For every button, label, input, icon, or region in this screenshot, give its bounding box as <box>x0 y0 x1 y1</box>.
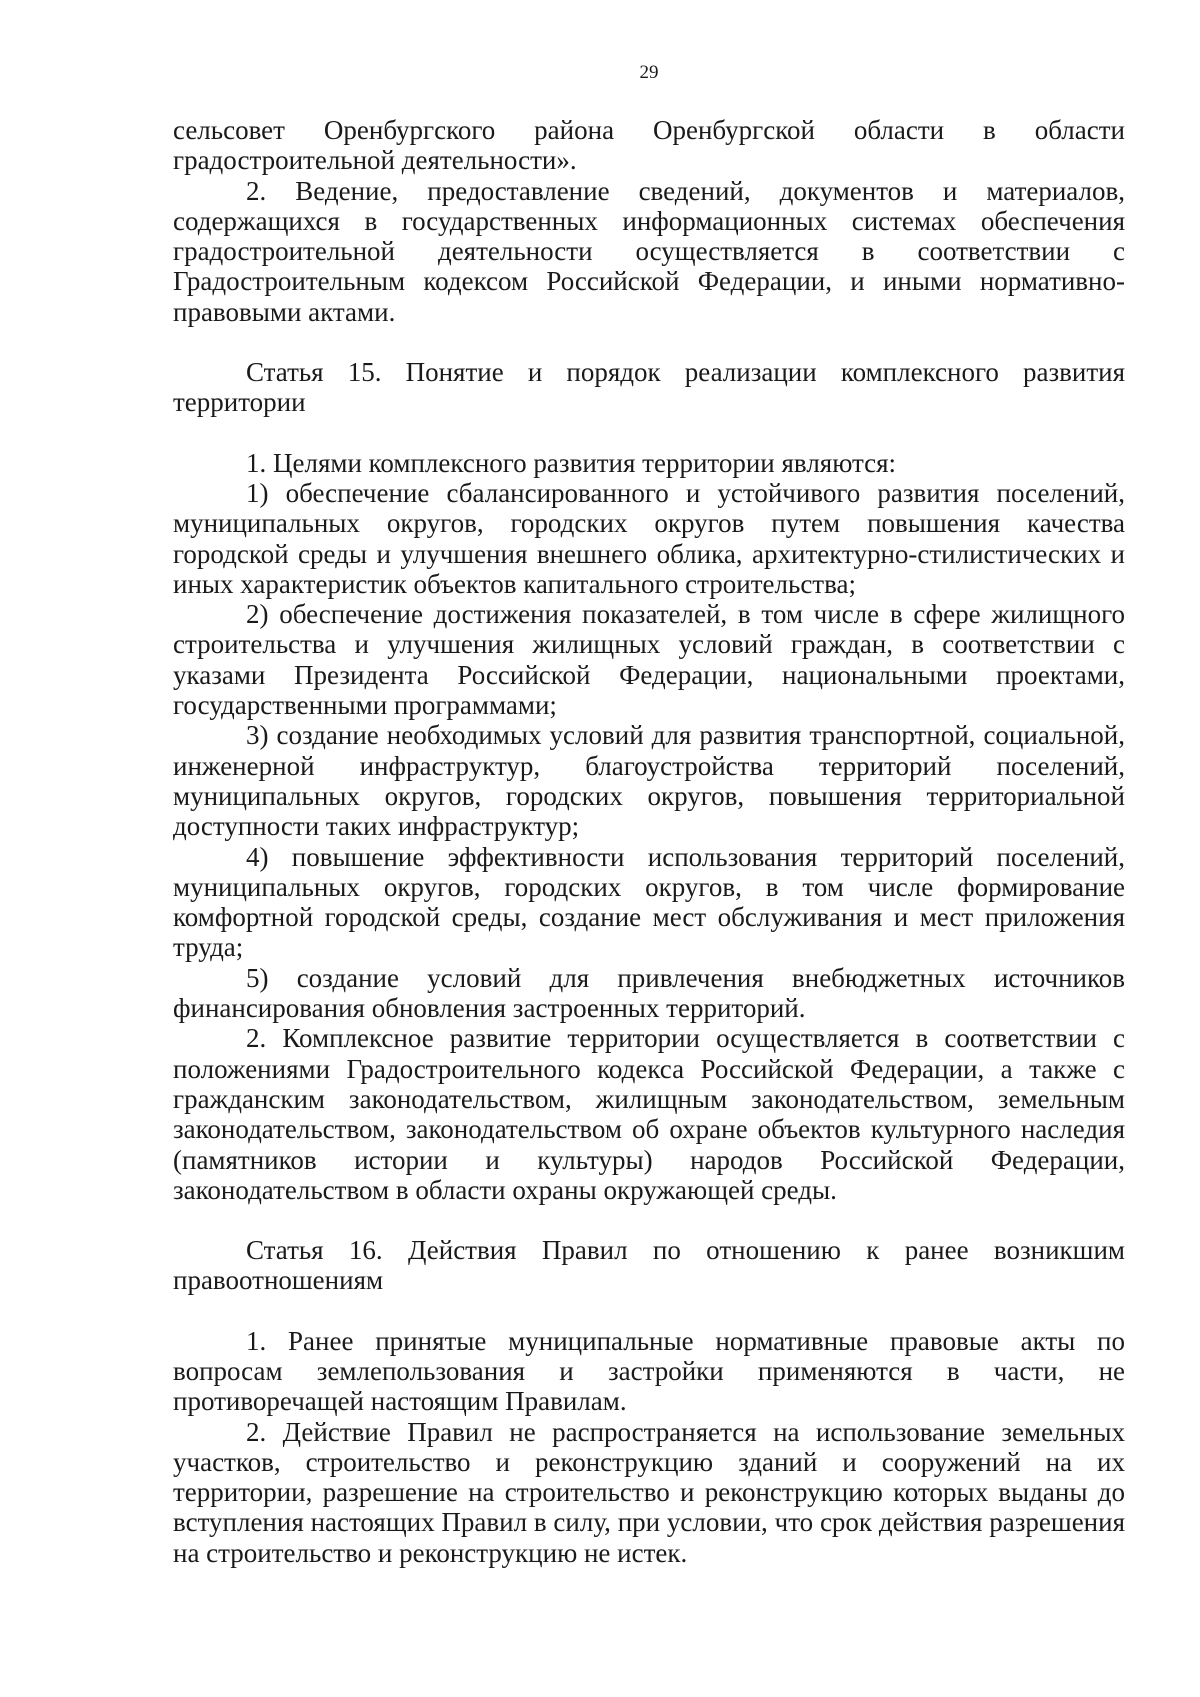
list-item-goal-5: 5) создание условий для привлечения внебюджетных источников финансирования обновления застроенных территорий. <box>173 962 1125 1024</box>
list-item-goal-4: 4) повышение эффективности использования территорий поселений, муниципальных округов, городских округов, в том числе формирование комфортной городской среды, создание мест обслуживания и мест приложения труда; <box>173 841 1125 963</box>
paragraph-prior-acts: 1. Ранее принятые муниципальные нормативные правовые акты по вопросам землепользования и застройки применяются в части, не противоречащей настоящим Правилам. <box>173 1325 1125 1417</box>
paragraph-rules-scope: 2. Действие Правил не распространяется на использование земельных участков, строительство и реконструкцию зданий и сооружений на их территории, разрешение на строительство и реконструкцию которых выданы до вступления настоящих Правил в силу, при условии, что срок действия разрешения на строительство и реконструкцию не истек. <box>173 1416 1125 1568</box>
list-item-goal-2: 2) обеспечение достижения показателей, в том числе в сфере жилищного строительства и улучшения жилищных условий граждан, в соответствии с указами Президента Российской Федерации, национальными проектами, государственными программами; <box>173 599 1125 721</box>
paragraph-continuation: сельсовет Оренбургского района Оренбургской области в области градостроительной деятельности». <box>173 115 1125 176</box>
page-number: 29 <box>639 62 659 83</box>
paragraph-goals-intro: 1. Целями комплексного развития территории являются: <box>246 447 897 478</box>
paragraph-complex-development: 2. Комплексное развитие территории осуществляется в соответствии с положениями Градостроительного кодекса Российской Федерации, а также с гражданским законодательством, жилищным законодательством, земельным законодательством, законодательством об охране объектов культурного наследия (памятников истории и культуры) народов Российской Федерации, законодательством в области охраны окружающей среды. <box>173 1023 1125 1205</box>
article-16-heading: Статья 16. Действия Правил по отношению к ранее возникшим правоотношениям <box>173 1235 1125 1296</box>
list-item-goal-1: 1) обеспечение сбалансированного и устойчивого развития поселений, муниципальных округов, городских округов путем повышения качества городской среды и улучшения внешнего облика, архитектурно-стилистических и иных характеристик объектов капитального строительства; <box>173 477 1125 599</box>
list-item-goal-3: 3) создание необходимых условий для развития транспортной, социальной, инженерной инфраструктур, благоустройства территорий поселений, муниципальных округов, городских округов, повышения территориальной доступности таких инфраструктур; <box>173 720 1125 842</box>
document-page <box>173 62 1125 1568</box>
paragraph-item-2: 2. Ведение, предоставление сведений, документов и материалов, содержащихся в государственных информационных системах обеспечения градостроительной деятельности осуществляется в соответствии с Градостроительным кодексом Российской Федерации, и иными нормативно-правовыми актами. <box>173 175 1125 327</box>
article-15-heading: Статья 15. Понятие и порядок реализации комплексного развития территории <box>173 357 1125 418</box>
